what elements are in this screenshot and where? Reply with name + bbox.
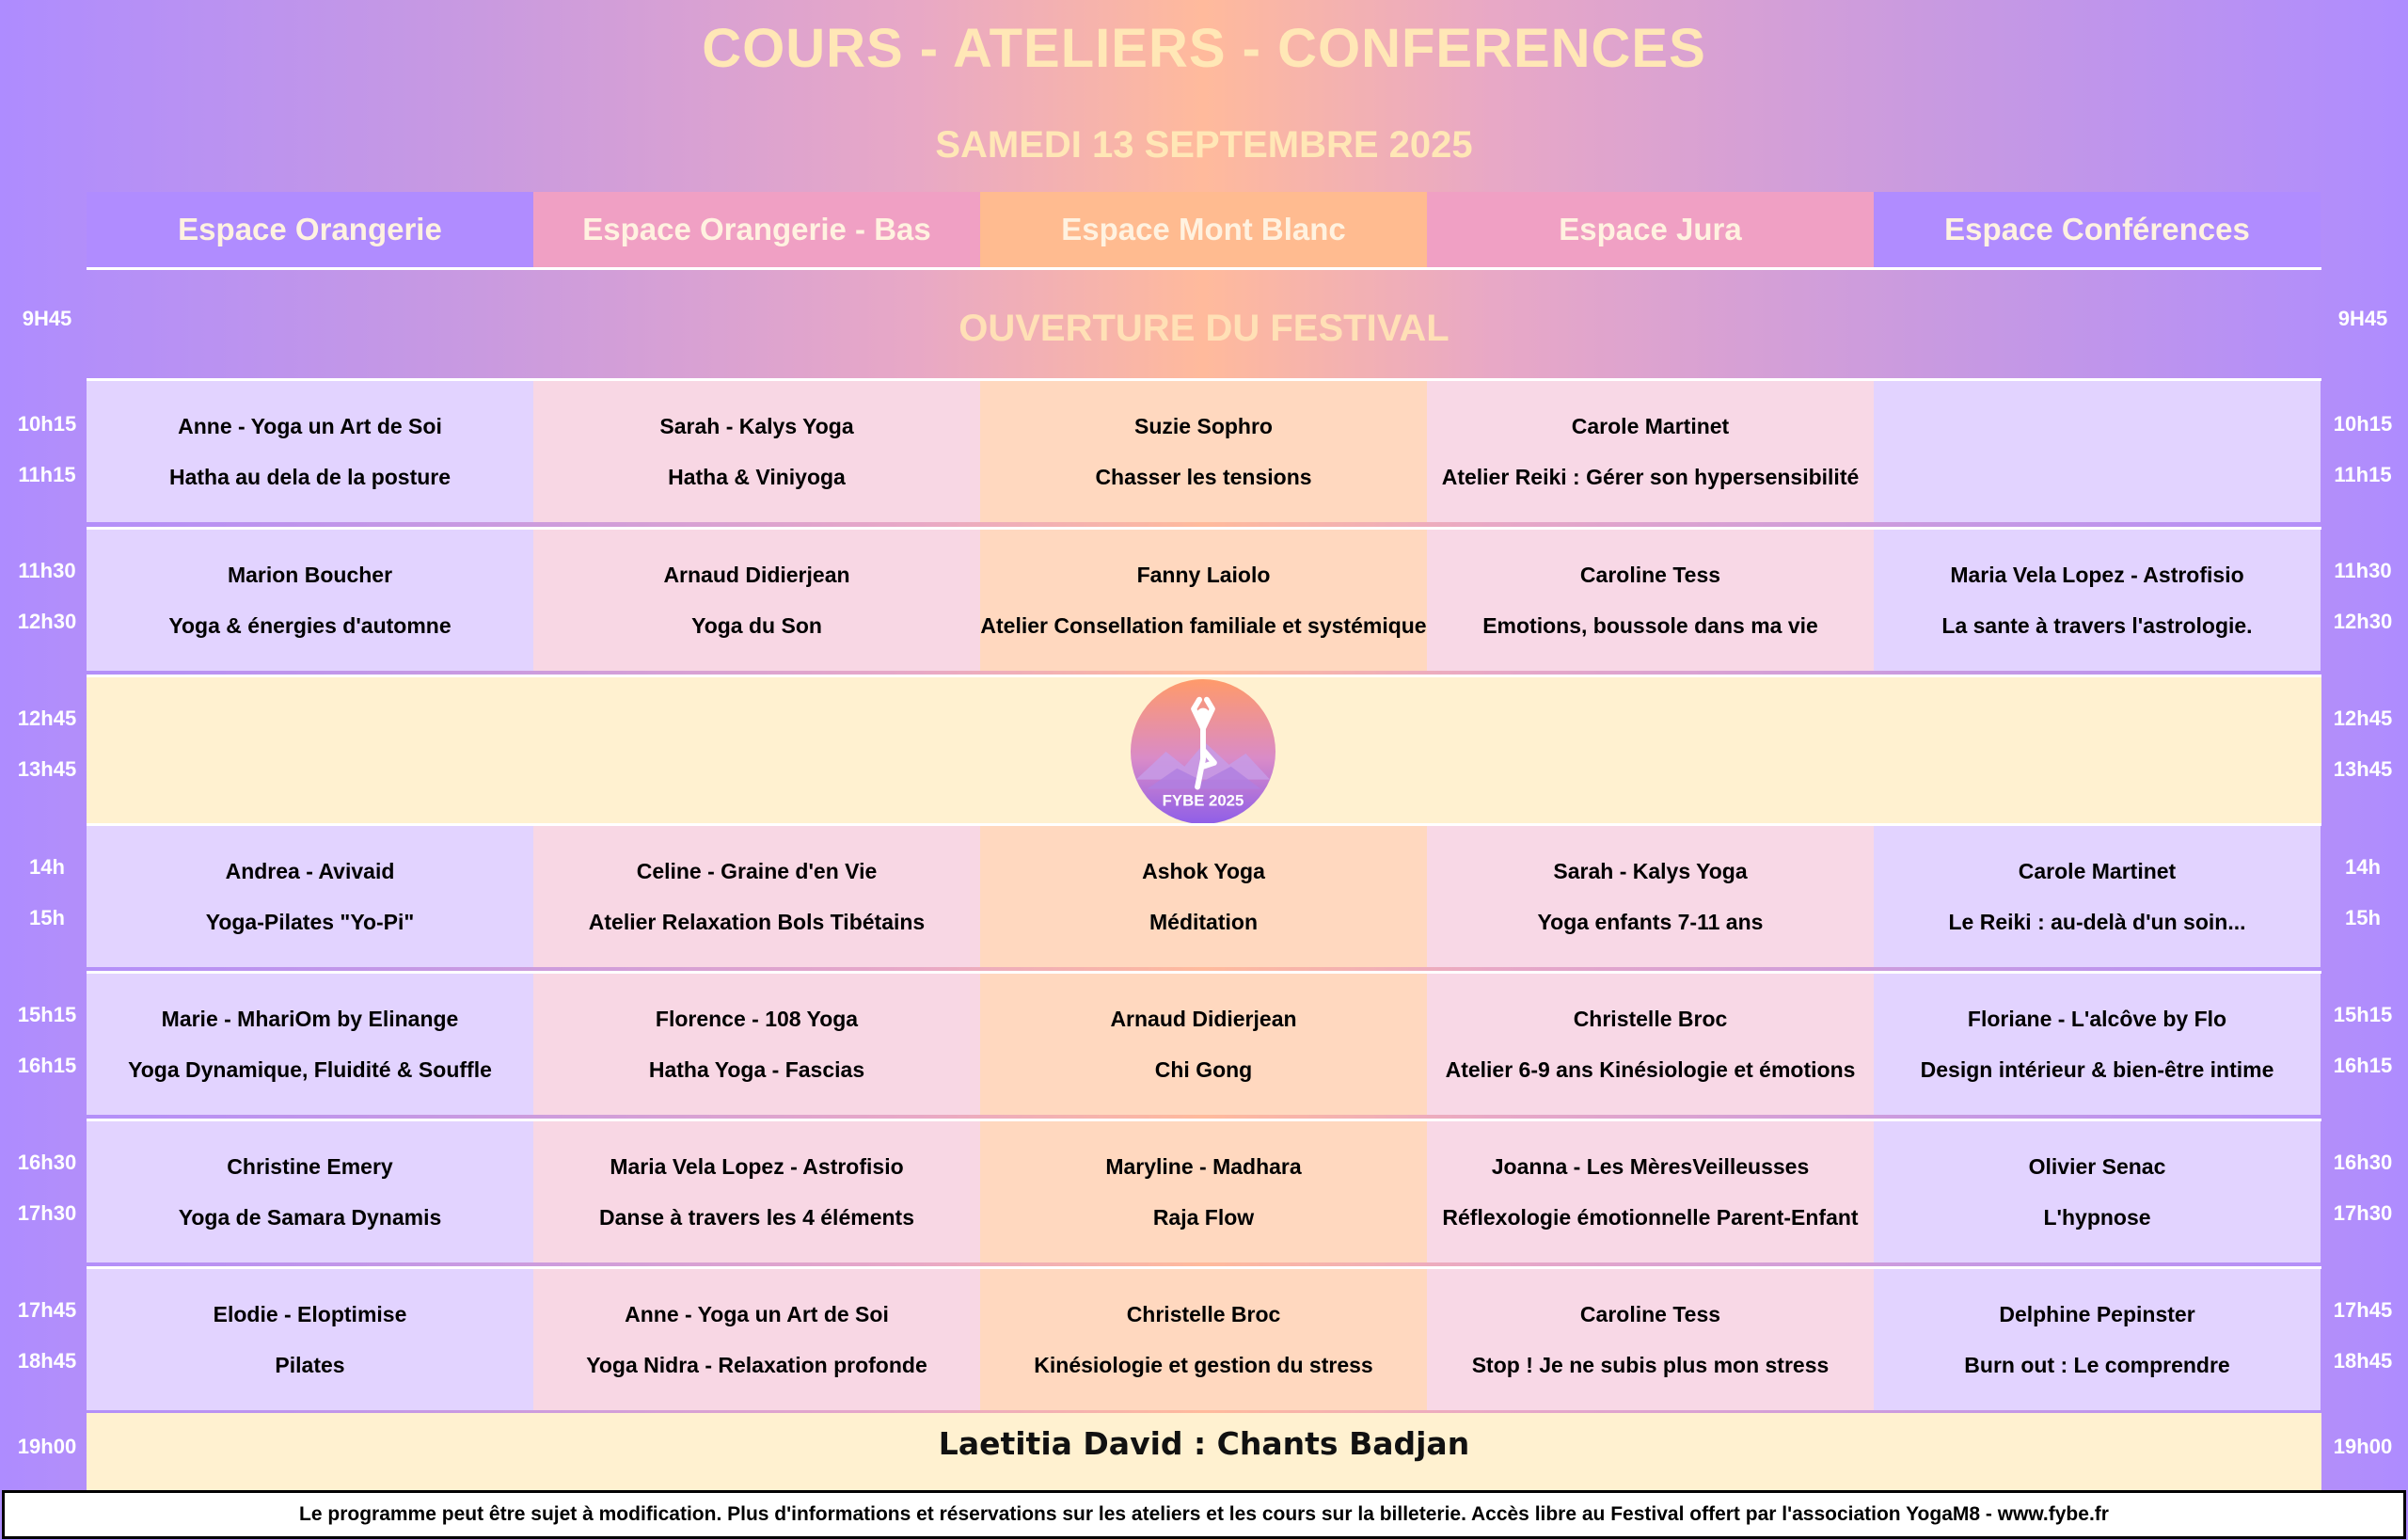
session-topic: Méditation [1149, 910, 1258, 934]
session-speaker: Elodie - Eloptimise [213, 1302, 407, 1326]
session-cell [1427, 826, 1874, 967]
session-topic: Yoga du Son [691, 613, 822, 638]
session-topic: Hatha au dela de la posture [168, 465, 452, 489]
session-speaker: Maryline - Madhara [1105, 1154, 1302, 1179]
opening-banner: OUVERTURE DU FESTIVAL [958, 307, 1450, 349]
space-header-mont-blanc: Espace Mont Blanc [980, 192, 1427, 267]
session-topic: Burn out : Le comprendre [1964, 1353, 2230, 1377]
session-topic: La sante à travers l'astrologie. [1941, 613, 2253, 638]
session-topic: Le Reiki : au-delà d'un soin... [1948, 910, 2246, 934]
session-topic: Emotions, boussole dans ma vie [1482, 613, 1818, 638]
time-start: 11h30 [18, 559, 76, 582]
session-topic: Chasser les tensions [1095, 465, 1312, 489]
session-cell [533, 826, 980, 967]
session-topic: Atelier 6-9 ans Kinésiologie et émotions [1445, 1057, 1856, 1082]
session-cell [1874, 530, 2321, 671]
time-start: 15h15 [17, 1003, 77, 1026]
session-speaker: Anne - Yoga un Art de Soi [625, 1302, 889, 1326]
time-start: 10h15 [2333, 412, 2393, 436]
session-speaker: Christelle Broc [1573, 1007, 1728, 1031]
session-cell [533, 1269, 980, 1410]
session-cell [1874, 974, 2321, 1115]
footer-note: Le programme peut être sujet à modification. Plus d'informations et réservations sur les ateliers et les cours sur la billeterie. Accès libre au Festival offert par l'association YogaM8 - www.fybe.fr [2, 1490, 2406, 1539]
closing-event: Laetitia David : Chants Badjan [938, 1424, 1470, 1462]
session-cell [533, 381, 980, 522]
session-speaker: Celine - Graine d'en Vie [636, 859, 878, 883]
session-topic: Réflexologie émotionnelle Parent-Enfant [1442, 1205, 1859, 1230]
session-speaker: Arnaud Didierjean [663, 563, 850, 587]
fybe-logo [1129, 677, 1277, 826]
session-speaker: Floriane - L'alcôve by Flo [1967, 1007, 2227, 1031]
session-speaker: Sarah - Kalys Yoga [1553, 859, 1748, 883]
time-label: 19h00 [17, 1435, 77, 1458]
session-speaker: Suzie Sophro [1134, 414, 1273, 438]
session-cell [980, 1121, 1427, 1262]
time-start: 16h30 [2333, 1151, 2393, 1174]
session-topic: Kinésiologie et gestion du stress [1034, 1353, 1373, 1377]
session-cell [87, 1121, 533, 1262]
session-topic: Pilates [275, 1353, 345, 1377]
session-speaker: Delphine Pepinster [1999, 1302, 2195, 1326]
session-cell [1427, 1121, 1874, 1262]
space-header-jura: Espace Jura [1427, 192, 1874, 267]
page-title: COURS - ATELIERS - CONFERENCES [702, 18, 1706, 79]
session-topic: Stop ! Je ne subis plus mon stress [1471, 1353, 1830, 1377]
time-end: 11h15 [18, 463, 76, 486]
session-cell [980, 381, 1427, 522]
time-end: 18h45 [2333, 1349, 2393, 1373]
session-speaker: Maria Vela Lopez - Astrofisio [1950, 563, 2244, 587]
session-topic: Design intérieur & bien-être intime [1920, 1057, 2274, 1082]
session-topic: Yoga & énergies d'automne [168, 613, 452, 638]
session-cell [87, 381, 533, 522]
time-end: 17h30 [2333, 1201, 2393, 1225]
session-topic: Atelier Relaxation Bols Tibétains [588, 910, 926, 934]
session-speaker: Andrea - Avivaid [225, 859, 395, 883]
session-topic: Chi Gong [1154, 1057, 1253, 1082]
session-cell [1427, 974, 1874, 1115]
session-topic: Yoga-Pilates "Yo-Pi" [205, 910, 415, 934]
space-header-conferences: Espace Conférences [1874, 192, 2321, 267]
session-cell [1427, 1269, 1874, 1410]
session-cell [980, 826, 1427, 967]
session-cell [1874, 1121, 2321, 1262]
session-speaker: Sarah - Kalys Yoga [659, 414, 854, 438]
time-label: 19h00 [2333, 1435, 2393, 1458]
session-cell [87, 530, 533, 671]
logo-text: FYBE 2025 [1162, 791, 1244, 810]
session-speaker: Ashok Yoga [1142, 859, 1265, 883]
session-speaker: Arnaud Didierjean [1110, 1007, 1297, 1031]
time-start: 12h45 [17, 706, 77, 730]
session-topic: L'hypnose [2043, 1205, 2151, 1230]
time-start: 17h45 [17, 1298, 77, 1322]
session-topic: Atelier Consellation familiale et systémique [980, 613, 1427, 638]
space-header-orangerie: Espace Orangerie [87, 192, 533, 267]
session-cell [1874, 826, 2321, 967]
time-end: 12h30 [2333, 610, 2393, 633]
time-end: 16h15 [2333, 1054, 2393, 1077]
session-cell [87, 826, 533, 967]
session-cell [1427, 381, 1874, 522]
time-end: 17h30 [17, 1201, 77, 1225]
session-cell [980, 1269, 1427, 1410]
session-speaker: Caroline Tess [1579, 563, 1721, 587]
session-topic: Yoga enfants 7-11 ans [1537, 910, 1764, 934]
session-speaker: Maria Vela Lopez - Astrofisio [610, 1154, 904, 1179]
time-end: 12h30 [17, 610, 77, 633]
session-topic: Yoga de Samara Dynamis [178, 1205, 442, 1230]
session-cell [1874, 381, 2321, 522]
session-speaker: Joanna - Les MèresVeilleusses [1491, 1154, 1810, 1179]
time-end: 15h [2345, 906, 2381, 929]
time-end: 16h15 [17, 1054, 77, 1077]
session-cell [1427, 530, 1874, 671]
time-start: 15h15 [2333, 1003, 2393, 1026]
session-speaker: Anne - Yoga un Art de Soi [178, 414, 442, 438]
session-cell [980, 530, 1427, 671]
time-start: 16h30 [17, 1151, 77, 1174]
session-speaker: Christelle Broc [1126, 1302, 1281, 1326]
session-topic: Hatha Yoga - Fascias [648, 1057, 865, 1082]
session-speaker: Fanny Laiolo [1136, 563, 1271, 587]
session-topic: Yoga Nidra - Relaxation profonde [586, 1353, 927, 1377]
time-end: 13h45 [17, 757, 77, 781]
time-end: 11h15 [2334, 463, 2392, 486]
time-start: 10h15 [17, 412, 77, 436]
time-end: 13h45 [2333, 757, 2393, 781]
session-speaker: Florence - 108 Yoga [655, 1007, 859, 1031]
time-start: 12h45 [2333, 706, 2393, 730]
session-cell [87, 1269, 533, 1410]
time-start: 14h [29, 855, 65, 879]
session-speaker: Olivier Senac [2028, 1154, 2166, 1179]
time-end: 15h [29, 906, 65, 929]
page-subtitle: SAMEDI 13 SEPTEMBRE 2025 [935, 124, 1473, 166]
session-topic: Danse à travers les 4 éléments [599, 1205, 914, 1230]
session-cell [980, 974, 1427, 1115]
space-header-orangerie-bas: Espace Orangerie - Bas [533, 192, 980, 267]
time-label: 9H45 [2337, 307, 2388, 330]
session-cell [533, 974, 980, 1115]
session-cell [1874, 1269, 2321, 1410]
session-cell [533, 1121, 980, 1262]
time-start: 14h [2345, 855, 2381, 879]
session-topic: Yoga Dynamique, Fluidité & Souffle [128, 1057, 492, 1082]
session-speaker: Christine Emery [227, 1154, 393, 1179]
session-cell [87, 974, 533, 1115]
session-cell [533, 530, 980, 671]
session-topic: Raja Flow [1152, 1205, 1255, 1230]
time-start: 11h30 [2334, 559, 2392, 582]
time-start: 17h45 [2333, 1298, 2393, 1322]
session-speaker: Carole Martinet [1571, 414, 1730, 438]
session-speaker: Marie - MhariOm by Elinange [161, 1007, 459, 1031]
session-speaker: Marion Boucher [227, 563, 393, 587]
time-label: 9H45 [22, 307, 72, 330]
header-divider [87, 267, 2321, 270]
session-topic: Atelier Reiki : Gérer son hypersensibilité [1441, 465, 1860, 489]
session-topic: Hatha & Viniyoga [668, 465, 846, 489]
time-end: 18h45 [17, 1349, 77, 1373]
session-speaker: Caroline Tess [1579, 1302, 1721, 1326]
session-speaker: Carole Martinet [2018, 859, 2177, 883]
